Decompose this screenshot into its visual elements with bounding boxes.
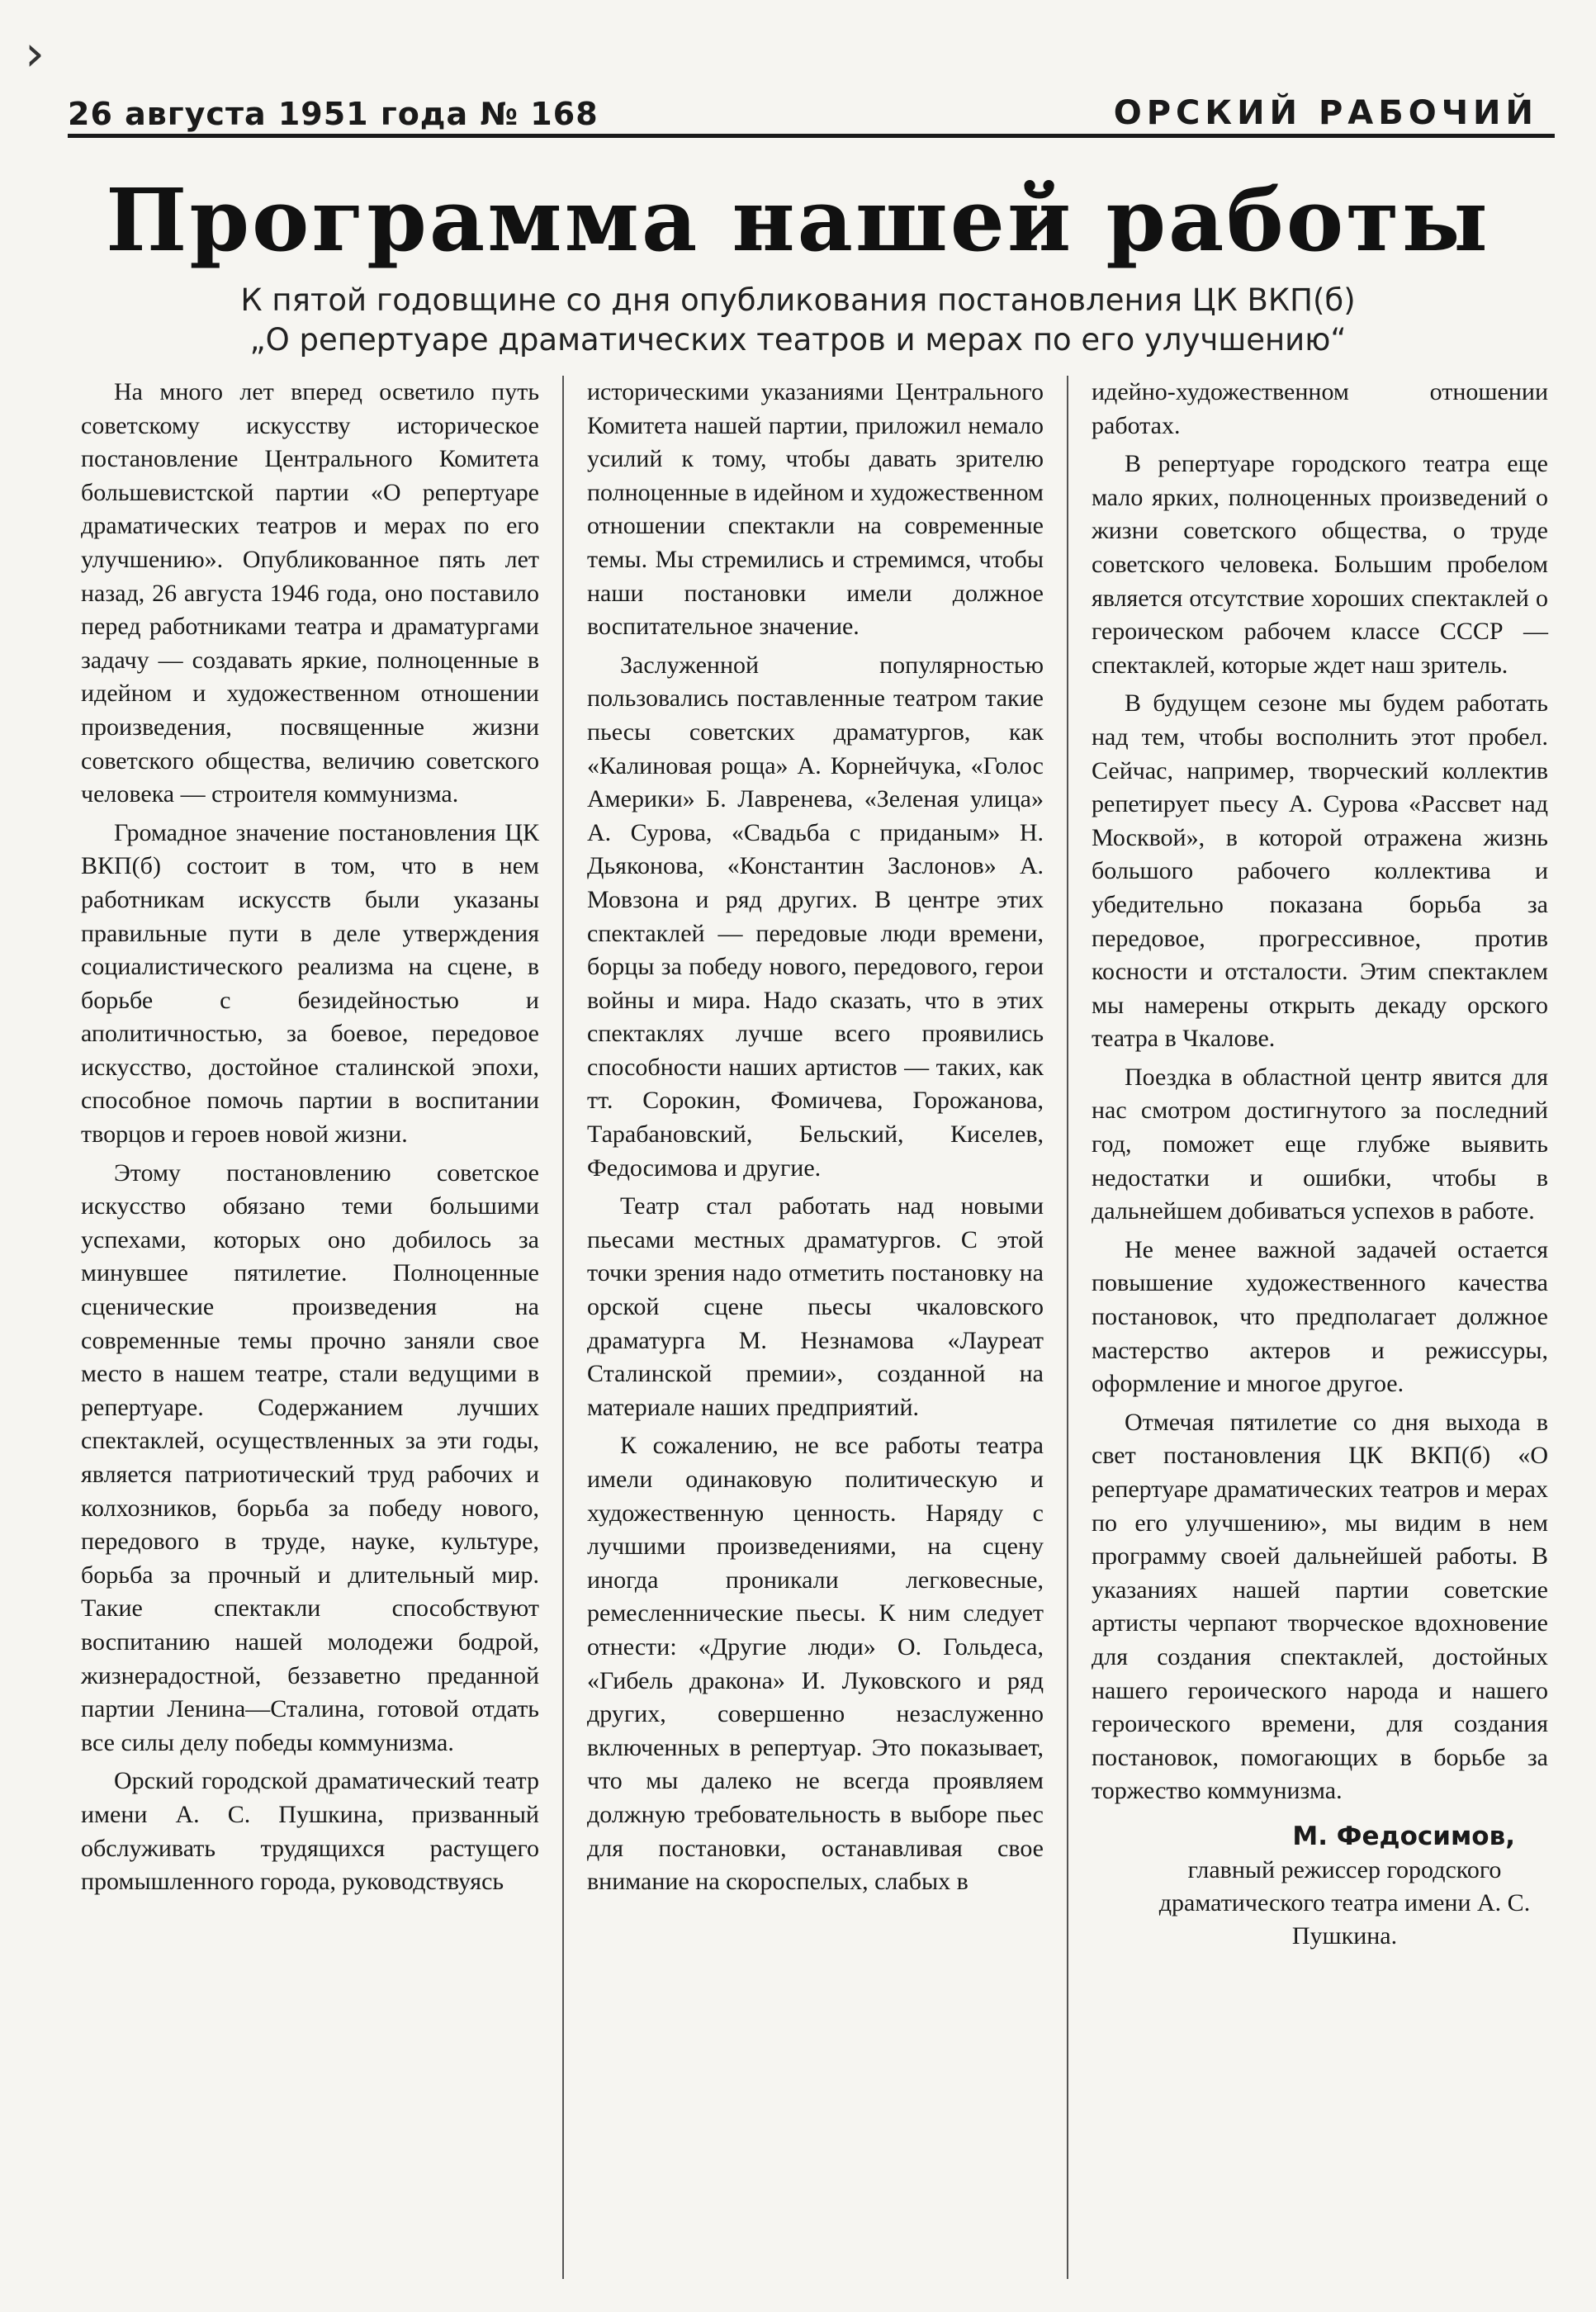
- column-1: [58, 376, 562, 2279]
- paragraph: Громадное значение постановления ЦК ВКП(б) состоит в том, что в нем работникам искусств были указаны правильные пути в деле утверждения социалистического реализма на сцене, в борьбе с безидейностью и аполитичностью, за боевое, передовое искусство, достойное сталинской эпохи, способное помочь партии в воспитании творцов и героев новой жизни.: [81, 818, 539, 1149]
- paragraph: В будущем сезоне мы будем работать над тем, чтобы восполнить этот пробел. Сейчас, например, творческий коллектив репетирует пьесу А. Сурова «Рассвет над Москвой», в которой отражена жизнь большого рабочего коллектива и убедительно показана борьба за передовое, прогрессивное, против косности и отсталости. Этим спектаклем мы намерены открыть декаду орского театра в Чкалове.: [1092, 689, 1548, 1053]
- paragraph: Заслуженной популярностью пользовались поставленные театром такие пьесы советских драматургов, как «Калиновая роща» А. Корнейчука, «Голос Америки» Б. Лавренева, «Зеленая улица» А. Сурова, «Свадьба с приданым» Н. Дьяконова, «Константин Заслонов» А. Мовзона и ряд других. В центре этих спектаклей — передовые люди времени, борцы за победу нового, передового, герои войны и мира. Надо сказать, что в этих спектаклях лучше всего проявились способности наших артистов — таких, как тт. Сорокин, Фомичева, Горожанова, Тарабановский, Бельский, Киселев, Федосимова и другие.: [587, 651, 1044, 1182]
- paragraph: В репертуаре городского театра еще мало ярких, полноценных произведений о жизни советского общества, о труде советского человека. Большим пробелом является отсутствие хороших спектаклей о героическом рабочем классе СССР — спектаклей, которые ждет наш зритель.: [1092, 450, 1548, 679]
- paragraph: идейно-художественном отношении работах.: [1092, 378, 1548, 439]
- paragraph: Этому постановлению советское искусство обязано теми большими успехами, которых оно добилось за минувшее пятилетие. Полноценные сценические произведения на современные темы прочно заняли свое место в нашем театре, стали ведущими в репертуаре. Содержанием лучших спектаклей, осуществленных за эти годы, является патриотический труд рабочих и колхозников, борьба за победу нового, передового в труде, науке, культуре, борьба за прочный и длительный мир. Такие спектакли способствуют воспитанию нашей молодежи бодрой, жизнерадостной, беззаветно преданной партии Ленина—Сталина, готовой отдать все силы делу победы коммунизма.: [81, 1158, 539, 1756]
- masthead: [68, 83, 1555, 132]
- newspaper-name: ОРСКИЙ РАБОЧИЙ: [1113, 94, 1538, 132]
- paragraph: Поездка в областной центр явится для нас смотром достигнутого за последний год, поможет еще глубже выявить недостатки и ошибки, чтобы в дальнейшем добиваться успехов в работе.: [1092, 1063, 1548, 1225]
- article-subtitle: [83, 281, 1513, 360]
- column-2: [562, 376, 1067, 2279]
- masthead-rule: [68, 134, 1555, 138]
- corner-bracket-icon: ›: [25, 25, 45, 83]
- paragraph: На много лет вперед осветило путь советскому искусству историческое постановление Центрального Комитета большевистской партии «О репертуаре драматических театров и мерах по его улучшению». Опубликованное пять лет назад, 26 августа 1946 года, оно поставило перед работниками театра и драматургами задачу — создавать яркие, полноценные в идейном и художественном отношении произведения, посвященные жизни советского общества, величию советского человека — строителя коммунизма.: [81, 378, 539, 808]
- paragraph: Не менее важной задачей остается повышение художественного качества постановок, что предполагает должное мастерство актеров и режиссуры, оформление и многое другое.: [1092, 1235, 1548, 1398]
- subtitle-line-1: К пятой годовщине со дня опубликования постановления ЦК ВКП(б): [240, 282, 1356, 318]
- author-role: главный режиссер городского драматического театра имени А. С. Пушкина.: [1158, 1855, 1531, 1950]
- issue-date: 26 августа 1951 года № 168: [68, 96, 599, 132]
- paragraph: К сожалению, не все работы театра имели одинаковую политическую и художественную ценность. Наряду с лучшими произведениями, на сцену иногда проникали легковесные, ремесленнические пьесы. К ним следует отнести: «Другие люди» О. Гольдеса, «Гибель дракона» И. Луковского и ряд других, совершенно незаслуженно включенных в репертуар. Это показывает, что мы далеко не всегда проявляем должную требовательность в выборе пьес для постановки, останавливая свое внимание на скороспелых, слабых в: [587, 1432, 1044, 1896]
- column-3: [1067, 376, 1571, 2279]
- article-title: Программа нашей работы: [106, 169, 1490, 271]
- paragraph: Театр стал работать над новыми пьесами местных драматургов. С этой точки зрения надо отметить постановку на орской сцене пьесы чкаловского драматурга М. Незнамова «Лауреат Сталинской премии», созданной на материале наших предприятий.: [587, 1192, 1044, 1421]
- paragraph: историческими указаниями Центрального Комитета нашей партии, приложил немало усилий к тому, чтобы давать зрителю полноценные в идейном и художественном отношении спектакли на современные темы. Мы стремились и стремимся, чтобы наши постановки имели должное воспитательное значение.: [587, 378, 1044, 641]
- author-signature: М. Федосимов,: [1292, 1821, 1515, 1851]
- paragraph: Орский городской драматический театр имени А. С. Пушкина, призванный обслуживать трудящихся растущего промышленного города, руководствуясь: [81, 1767, 539, 1896]
- paragraph: Отмечая пятилетие со дня выхода в свет постановления ЦК ВКП(б) «О репертуаре драматических театров и мерах по его улучшению», мы видим в нем программу своей дальнейшей работы. В указаниях нашей партии советские артисты черпают творческое вдохновение для создания спектаклей, достойных нашего героического народа и нашего героического времени, для создания постановок, помогающих в борьбе за торжество коммунизма.: [1092, 1408, 1548, 1805]
- article-columns: [58, 376, 1571, 2279]
- subtitle-line-2: „О репертуаре драматических театров и мерах по его улучшению“: [249, 322, 1347, 358]
